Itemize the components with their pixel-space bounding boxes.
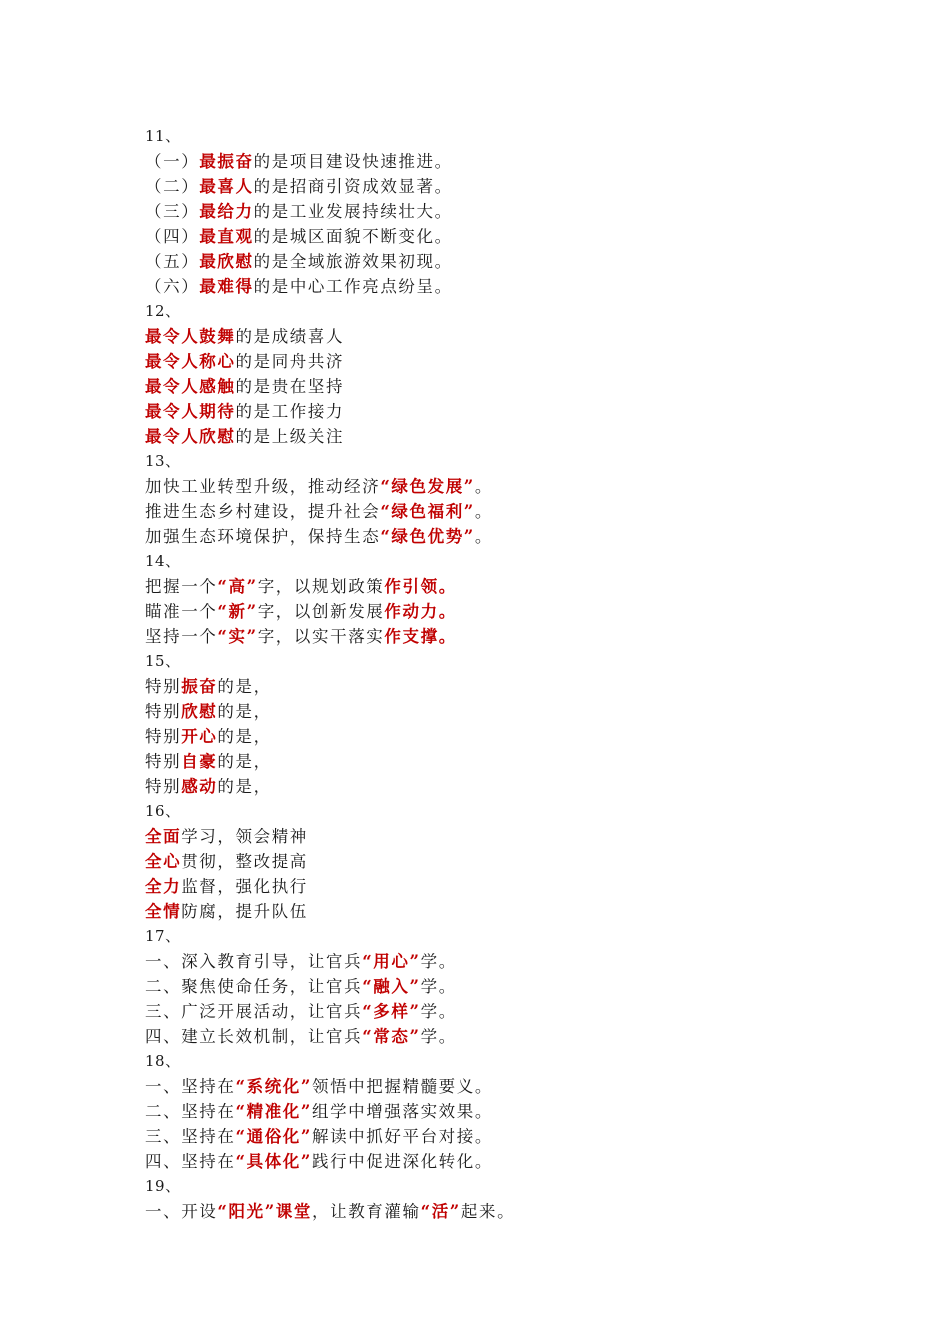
text-segment: 学。 — [420, 977, 457, 996]
text-segment: 字，以规划政策 — [257, 577, 385, 596]
text-segment: （四） — [145, 227, 200, 246]
highlighted-phrase: “具体化” — [235, 1152, 312, 1171]
text-line — [145, 499, 845, 524]
text-line — [145, 524, 845, 549]
highlighted-phrase: 最令人欣慰 — [145, 427, 236, 446]
text-segment: 的是， — [217, 677, 272, 696]
text-segment: ，让教育灌输 — [312, 1202, 421, 1221]
highlighted-phrase: “活” — [420, 1202, 461, 1221]
highlighted-phrase: 最欣慰 — [199, 252, 254, 271]
highlighted-phrase: 最喜人 — [199, 177, 254, 196]
text-segment: 加强生态环境保护，保持生态 — [145, 527, 381, 546]
text-line — [145, 874, 845, 899]
highlighted-phrase: “精准化” — [235, 1102, 312, 1121]
text-segment: 四、建立长效机制，让官兵 — [145, 1027, 363, 1046]
text-segment: 17、 — [145, 927, 181, 945]
highlighted-phrase: 全面 — [145, 827, 182, 846]
text-segment: 学习，领会精神 — [181, 827, 308, 846]
text-line — [145, 749, 845, 774]
text-segment: 四、坚持在 — [145, 1152, 236, 1171]
section-number — [145, 649, 845, 674]
text-segment: 一、坚持在 — [145, 1077, 236, 1096]
highlighted-phrase: 欣慰 — [181, 702, 218, 721]
highlighted-phrase: 作支撑。 — [384, 627, 457, 646]
text-line — [145, 599, 845, 624]
highlighted-phrase: 全情 — [145, 902, 182, 921]
text-line — [145, 974, 845, 999]
text-segment: 。 — [474, 477, 494, 496]
highlighted-phrase: 最难得 — [199, 277, 254, 296]
text-segment: 。 — [474, 527, 494, 546]
highlighted-phrase: “绿色发展” — [380, 477, 475, 496]
highlighted-phrase: 全心 — [145, 852, 182, 871]
text-line — [145, 349, 845, 374]
section-number — [145, 549, 845, 574]
text-line — [145, 149, 845, 174]
section-number — [145, 299, 845, 324]
text-segment: 的是贵在坚持 — [235, 377, 345, 396]
text-line — [145, 374, 845, 399]
text-line — [145, 249, 845, 274]
text-line — [145, 274, 845, 299]
text-segment: 坚持一个 — [145, 627, 218, 646]
text-segment: 14、 — [145, 552, 181, 570]
text-segment: 特别 — [145, 677, 182, 696]
section-number — [145, 924, 845, 949]
text-line — [145, 999, 845, 1024]
text-segment: 的是项目建设快速推进。 — [253, 152, 453, 171]
text-segment: 的是城区面貌不断变化。 — [253, 227, 453, 246]
text-segment: 学。 — [420, 952, 457, 971]
text-segment: 19、 — [145, 1177, 181, 1195]
highlighted-phrase: “新” — [217, 602, 258, 621]
section-number — [145, 124, 845, 149]
text-segment: 特别 — [145, 752, 182, 771]
text-segment: 解读中抓好平台对接。 — [311, 1127, 493, 1146]
text-segment: 的是中心工作亮点纷呈。 — [253, 277, 453, 296]
text-segment: 12、 — [145, 302, 181, 320]
document-body — [145, 124, 845, 1224]
text-line — [145, 1074, 845, 1099]
text-segment: 16、 — [145, 802, 181, 820]
highlighted-phrase: “多样” — [362, 1002, 421, 1021]
text-segment: （五） — [145, 252, 200, 271]
text-line — [145, 199, 845, 224]
text-line — [145, 474, 845, 499]
highlighted-phrase: “实” — [217, 627, 258, 646]
text-line — [145, 699, 845, 724]
text-segment: 的是， — [217, 777, 272, 796]
text-segment: 学。 — [420, 1027, 457, 1046]
text-segment: 的是招商引资成效显著。 — [253, 177, 453, 196]
highlighted-phrase: 全力 — [145, 877, 182, 896]
text-segment: 组学中增强落实效果。 — [311, 1102, 493, 1121]
text-segment: 18、 — [145, 1052, 181, 1070]
text-line — [145, 774, 845, 799]
highlighted-phrase: 最给力 — [199, 202, 254, 221]
text-segment: 三、广泛开展活动，让官兵 — [145, 1002, 363, 1021]
text-line — [145, 949, 845, 974]
text-segment: 15、 — [145, 652, 181, 670]
text-segment: 二、坚持在 — [145, 1102, 236, 1121]
highlighted-phrase: 最令人感触 — [145, 377, 236, 396]
text-segment: 13、 — [145, 452, 181, 470]
highlighted-phrase: 振奋 — [181, 677, 218, 696]
text-segment: 特别 — [145, 702, 182, 721]
text-segment: 11、 — [145, 127, 181, 145]
text-segment: 的是， — [217, 752, 272, 771]
text-line — [145, 574, 845, 599]
text-segment: 的是同舟共济 — [235, 352, 345, 371]
text-line — [145, 674, 845, 699]
text-line — [145, 1124, 845, 1149]
text-segment: 推进生态乡村建设，提升社会 — [145, 502, 381, 521]
text-segment: 防腐，提升队伍 — [181, 902, 308, 921]
section-number — [145, 449, 845, 474]
text-segment: 特别 — [145, 727, 182, 746]
highlighted-phrase: “绿色优势” — [380, 527, 475, 546]
text-line — [145, 1099, 845, 1124]
text-segment: 加快工业转型升级，推动经济 — [145, 477, 381, 496]
highlighted-phrase: “高” — [217, 577, 258, 596]
text-line — [145, 824, 845, 849]
text-line — [145, 1199, 845, 1224]
text-line — [145, 224, 845, 249]
text-segment: 贯彻，整改提高 — [181, 852, 308, 871]
section-number — [145, 799, 845, 824]
text-segment: （二） — [145, 177, 200, 196]
text-line — [145, 899, 845, 924]
text-segment: 的是全域旅游效果初现。 — [253, 252, 453, 271]
text-line — [145, 624, 845, 649]
text-segment: 一、开设 — [145, 1202, 218, 1221]
highlighted-phrase: 自豪 — [181, 752, 218, 771]
highlighted-phrase: “常态” — [362, 1027, 421, 1046]
highlighted-phrase: “阳光”课堂 — [217, 1202, 312, 1221]
text-segment: （六） — [145, 277, 200, 296]
text-segment: 学。 — [420, 1002, 457, 1021]
text-segment: 的是， — [217, 727, 272, 746]
section-number — [145, 1174, 845, 1199]
highlighted-phrase: “绿色福利” — [380, 502, 475, 521]
text-line — [145, 1024, 845, 1049]
text-segment: （一） — [145, 152, 200, 171]
text-segment: 字，以创新发展 — [257, 602, 385, 621]
text-segment: 的是工业发展持续壮大。 — [253, 202, 453, 221]
highlighted-phrase: “用心” — [362, 952, 421, 971]
text-segment: 。 — [474, 502, 494, 521]
text-segment: 的是上级关注 — [235, 427, 345, 446]
highlighted-phrase: 开心 — [181, 727, 218, 746]
text-segment: 三、坚持在 — [145, 1127, 236, 1146]
text-segment: 二、聚焦使命任务，让官兵 — [145, 977, 363, 996]
text-line — [145, 399, 845, 424]
highlighted-phrase: 最令人期待 — [145, 402, 236, 421]
text-segment: 监督，强化执行 — [181, 877, 308, 896]
highlighted-phrase: 作引领。 — [384, 577, 457, 596]
text-segment: 一、深入教育引导，让官兵 — [145, 952, 363, 971]
text-line — [145, 849, 845, 874]
text-line — [145, 174, 845, 199]
text-segment: 的是， — [217, 702, 272, 721]
text-segment: 字，以实干落实 — [257, 627, 385, 646]
text-segment: 的是工作接力 — [235, 402, 345, 421]
text-line — [145, 724, 845, 749]
highlighted-phrase: 最令人称心 — [145, 352, 236, 371]
text-segment: 践行中促进深化转化。 — [311, 1152, 493, 1171]
highlighted-phrase: 感动 — [181, 777, 218, 796]
highlighted-phrase: “通俗化” — [235, 1127, 312, 1146]
section-number — [145, 1049, 845, 1074]
text-line — [145, 324, 845, 349]
highlighted-phrase: “融入” — [362, 977, 421, 996]
highlighted-phrase: 作动力。 — [384, 602, 457, 621]
highlighted-phrase: 最振奋 — [199, 152, 254, 171]
text-line — [145, 1149, 845, 1174]
text-segment: 瞄准一个 — [145, 602, 218, 621]
text-segment: 领悟中把握精髓要义。 — [311, 1077, 493, 1096]
highlighted-phrase: 最直观 — [199, 227, 254, 246]
text-segment: 把握一个 — [145, 577, 218, 596]
text-segment: （三） — [145, 202, 200, 221]
text-line — [145, 424, 845, 449]
highlighted-phrase: “系统化” — [235, 1077, 312, 1096]
text-segment: 特别 — [145, 777, 182, 796]
text-segment: 的是成绩喜人 — [235, 327, 345, 346]
text-segment: 起来。 — [460, 1202, 516, 1221]
highlighted-phrase: 最令人鼓舞 — [145, 327, 236, 346]
